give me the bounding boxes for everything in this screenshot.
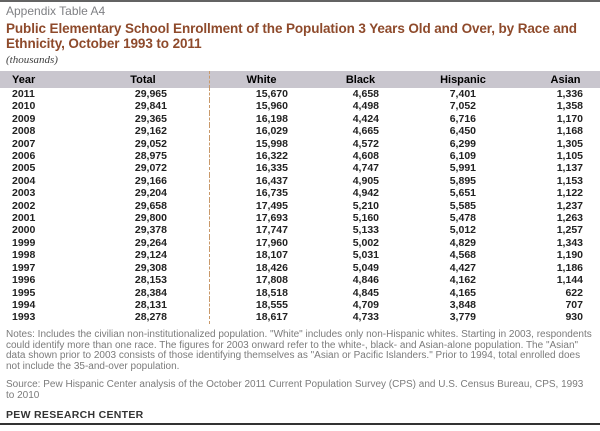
table-row: [0, 311, 600, 323]
year-cell: 2004: [12, 174, 36, 187]
source-text: Source: Pew Hispanic Center analysis of the October 2011 Current Population Survey (CPS) and U.S. Census Bureau, CPS, 1993 to 2010: [6, 378, 584, 401]
total-cell: 29,965: [134, 88, 167, 100]
table-row: [0, 249, 600, 261]
hispanic-cell: 4,568: [449, 249, 476, 262]
asian-cell: 622: [565, 286, 583, 299]
column-header-year: Year: [0, 71, 77, 88]
white-cell: 18,617: [210, 311, 314, 323]
white-cell: 16,198: [210, 113, 314, 125]
table-row: [0, 187, 600, 199]
asian-cell: 930: [565, 311, 583, 324]
hispanic-cell: 5,651: [449, 187, 476, 200]
year-cell: 2009: [12, 112, 36, 125]
white-cell: 17,747: [210, 224, 314, 236]
asian-cell: 1,105: [556, 150, 583, 163]
total-cell: 29,264: [134, 236, 167, 249]
asian-cell: 1,186: [556, 261, 583, 274]
white-cell: 18,518: [210, 287, 314, 299]
table-row: [0, 125, 600, 137]
hispanic-cell: 4,427: [449, 261, 476, 274]
white-cell: 18,107: [210, 249, 314, 261]
column-header-total: Total: [77, 71, 210, 88]
year-cell: 1999: [12, 236, 36, 249]
asian-cell: 707: [565, 298, 583, 311]
column-header-asian: Asian: [518, 71, 600, 88]
year-cell: 1994: [12, 298, 36, 311]
hispanic-cell: 4,165: [449, 286, 476, 299]
total-cell: 29,166: [134, 174, 167, 187]
asian-cell: 1,137: [556, 162, 583, 175]
hispanic-cell: 5,478: [449, 212, 476, 225]
total-cell: 29,365: [134, 112, 167, 125]
asian-cell: 1,257: [556, 224, 583, 237]
asian-cell: 1,144: [556, 274, 583, 287]
bottom-divider: [0, 423, 600, 425]
white-cell: 15,670: [210, 88, 314, 100]
column-header-white: White: [210, 71, 314, 88]
hispanic-cell: 4,162: [449, 274, 476, 287]
total-cell: 28,384: [134, 286, 167, 299]
black-cell: 5,133: [352, 224, 379, 237]
total-cell: 29,204: [134, 187, 167, 200]
hispanic-cell: 5,585: [449, 199, 476, 212]
white-cell: 17,693: [210, 212, 314, 224]
asian-cell: 1,122: [556, 187, 583, 200]
total-cell: 29,052: [134, 137, 167, 150]
white-cell: 18,426: [210, 262, 314, 274]
year-cell: 1997: [12, 261, 36, 274]
header-row: [0, 71, 600, 88]
black-cell: 4,733: [352, 311, 379, 324]
table-row: [0, 299, 600, 311]
asian-cell: 1,305: [556, 137, 583, 150]
year-cell: 1995: [12, 286, 36, 299]
hispanic-cell: 5,012: [449, 224, 476, 237]
total-cell: 29,841: [134, 100, 167, 113]
white-cell: 17,960: [210, 237, 314, 249]
page-title: Public Elementary School Enrollment of the Population 3 Years Old and Over, by Race and Ethnicity, October 1993 to 2011: [6, 21, 577, 51]
hispanic-cell: 6,450: [449, 125, 476, 138]
asian-cell: 1,168: [556, 125, 583, 138]
black-cell: 4,709: [352, 298, 379, 311]
hispanic-cell: 5,895: [449, 174, 476, 187]
year-cell: 2003: [12, 187, 36, 200]
black-cell: 5,160: [352, 212, 379, 225]
black-cell: 4,498: [352, 100, 379, 113]
white-cell: 17,495: [210, 200, 314, 212]
black-cell: 5,002: [352, 236, 379, 249]
asian-cell: 1,153: [556, 174, 583, 187]
top-divider: [0, 0, 600, 2]
black-cell: 4,905: [352, 174, 379, 187]
asian-cell: 1,237: [556, 199, 583, 212]
white-cell: 16,322: [210, 150, 314, 162]
table-row: [0, 150, 600, 162]
black-cell: 4,658: [352, 88, 379, 100]
asian-cell: 1,190: [556, 249, 583, 262]
total-cell: 29,800: [134, 212, 167, 225]
white-cell: 16,029: [210, 125, 314, 137]
white-cell: 15,960: [210, 100, 314, 112]
year-cell: 2002: [12, 199, 36, 212]
year-cell: 2006: [12, 150, 36, 163]
enrollment-table-body: [0, 88, 600, 324]
year-cell: 2001: [12, 212, 36, 225]
white-cell: 18,555: [210, 299, 314, 311]
total-cell: 29,658: [134, 199, 167, 212]
year-cell: 2010: [12, 100, 36, 113]
table-row: [0, 262, 600, 274]
black-cell: 4,747: [352, 162, 379, 175]
total-cell: 28,131: [134, 298, 167, 311]
column-header-hispanic: Hispanic: [408, 71, 518, 88]
total-cell: 29,162: [134, 125, 167, 138]
year-cell: 2011: [12, 88, 35, 100]
year-cell: 1998: [12, 249, 36, 262]
hispanic-cell: 4,829: [449, 236, 476, 249]
table-row: [0, 162, 600, 174]
year-cell: 2007: [12, 137, 36, 150]
pew-research-center-brand: PEW RESEARCH CENTER: [6, 408, 144, 421]
hispanic-cell: 5,991: [449, 162, 476, 175]
white-cell: 15,998: [210, 138, 314, 150]
white-cell: 16,437: [210, 175, 314, 187]
black-cell: 4,845: [352, 286, 379, 299]
year-cell: 1993: [12, 311, 36, 324]
hispanic-cell: 6,299: [449, 137, 476, 150]
table-row: [0, 274, 600, 286]
year-cell: 2000: [12, 224, 36, 237]
units-label: (thousands): [6, 54, 58, 66]
table-row: [0, 100, 600, 112]
total-cell: 28,153: [134, 274, 167, 287]
black-cell: 4,846: [352, 274, 379, 287]
black-cell: 5,031: [352, 249, 379, 262]
table-row: [0, 287, 600, 299]
table-row: [0, 200, 600, 212]
black-cell: 4,424: [352, 112, 379, 125]
asian-cell: 1,263: [556, 212, 583, 225]
year-cell: 2008: [12, 125, 36, 138]
table-row: [0, 175, 600, 187]
year-cell: 2005: [12, 162, 36, 175]
black-cell: 4,942: [352, 187, 379, 200]
appendix-table-label: Appendix Table A4: [6, 4, 106, 18]
black-cell: 5,049: [352, 261, 379, 274]
year-cell: 1996: [12, 274, 36, 287]
asian-cell: 1,343: [556, 236, 583, 249]
hispanic-cell: 7,052: [449, 100, 476, 113]
hispanic-cell: 3,779: [449, 311, 476, 324]
hispanic-cell: 6,109: [449, 150, 476, 163]
asian-cell: 1,358: [556, 100, 583, 113]
table-row: [0, 138, 600, 150]
black-cell: 5,210: [352, 199, 379, 212]
black-cell: 4,665: [352, 125, 379, 138]
table-row: [0, 212, 600, 224]
white-cell: 16,735: [210, 187, 314, 199]
table-row: [0, 224, 600, 236]
table-row: [0, 237, 600, 249]
column-header-black: Black: [313, 71, 408, 88]
black-cell: 4,572: [352, 137, 379, 150]
total-cell: 29,308: [134, 261, 167, 274]
enrollment-table: [0, 71, 600, 324]
total-cell: 29,378: [134, 224, 167, 237]
total-cell: 29,072: [134, 162, 167, 175]
table-row: [0, 88, 600, 100]
white-cell: 16,335: [210, 162, 314, 174]
notes-text: Notes: Includes the civilian non-institutionalized population. "White" includes only non-Hispanic whites. Starting in 2003, respondents could identify more than one race. The figures for 2003 onward refer to the white-, black- and Asian-alone population. The "Asian" data shown prior to 2003 consists of those identifying themselves as "Asian or Pacific Islanders." Prior to 1994, total enrolled does not include the 35-and-over population.: [6, 328, 592, 373]
hispanic-cell: 3,848: [449, 298, 476, 311]
total-cell: 28,278: [134, 311, 167, 324]
white-cell: 17,808: [210, 274, 314, 286]
total-cell: 29,124: [134, 249, 167, 262]
black-cell: 4,608: [352, 150, 379, 163]
table-row: [0, 113, 600, 125]
asian-cell: 1,170: [556, 112, 583, 125]
hispanic-cell: 7,401: [449, 88, 476, 100]
enrollment-table-header: [0, 71, 600, 88]
asian-cell: 1,336: [556, 88, 583, 100]
total-cell: 28,975: [134, 150, 167, 163]
hispanic-cell: 6,716: [449, 112, 476, 125]
